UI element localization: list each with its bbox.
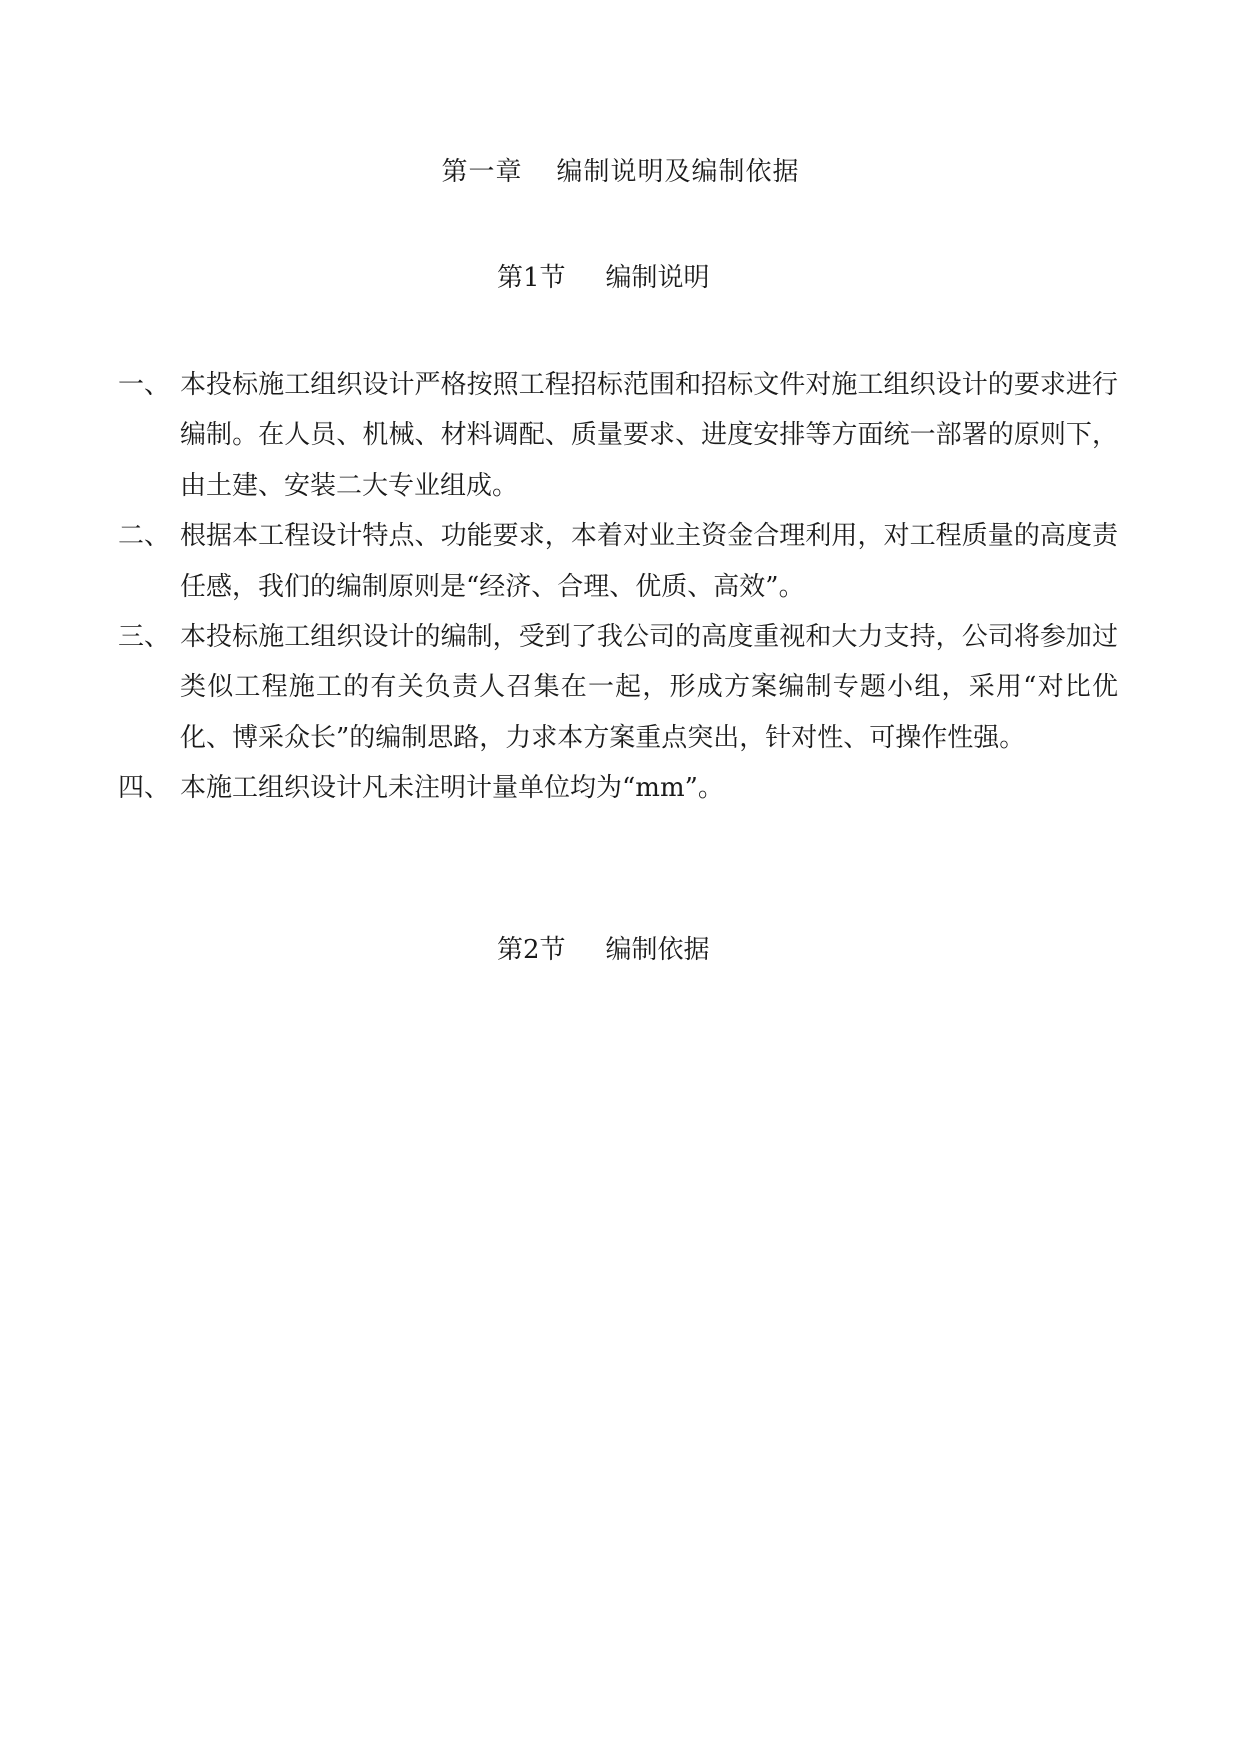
- numbered-list: [118, 360, 1118, 814]
- list-item-number: 二、: [118, 521, 171, 552]
- section-heading-2: [497, 930, 710, 970]
- section-number: 第1节: [497, 263, 566, 293]
- section-number: 第2节: [497, 935, 566, 965]
- list-item-text: 本投标施工组织设计严格按照工程招标范围和招标文件对施工组织设计的要求进行编制。在人员、机械、材料调配、质量要求、进度安排等方面统一部署的原则下，由土建、安装二大专业组成。: [180, 370, 1118, 501]
- list-item: [118, 763, 1118, 813]
- list-item-number: 三、: [118, 622, 171, 653]
- list-item: [118, 511, 1118, 612]
- section-title: 编制说明: [605, 263, 710, 293]
- list-item-number: 一、: [118, 370, 171, 400]
- section-heading-1: [497, 258, 710, 298]
- list-item-text: 根据本工程设计特点、功能要求，本着对业主资金合理利用，对工程质量的高度责任感，我们的编制原则是“经济、合理、优质、高效”。: [180, 521, 1118, 602]
- list-item-number: 四、: [118, 773, 171, 804]
- chapter-title: 编制说明及编制依据: [556, 157, 800, 187]
- list-item: [118, 360, 1118, 511]
- list-item-text: 本投标施工组织设计的编制，受到了我公司的高度重视和大力支持，公司将参加过类似工程施工的有关负责人召集在一起，形成方案编制专题小组，采用“对比优化、博采众长”的编制思路，力求本方案重点突出，针对性、可操作性强。: [180, 622, 1118, 753]
- list-item: [118, 612, 1118, 763]
- list-item-text: 本施工组织设计凡未注明计量单位均为“mm”。: [180, 773, 724, 804]
- chapter-heading: [0, 152, 1241, 192]
- chapter-number: 第一章: [441, 157, 523, 187]
- section-title: 编制依据: [605, 935, 710, 965]
